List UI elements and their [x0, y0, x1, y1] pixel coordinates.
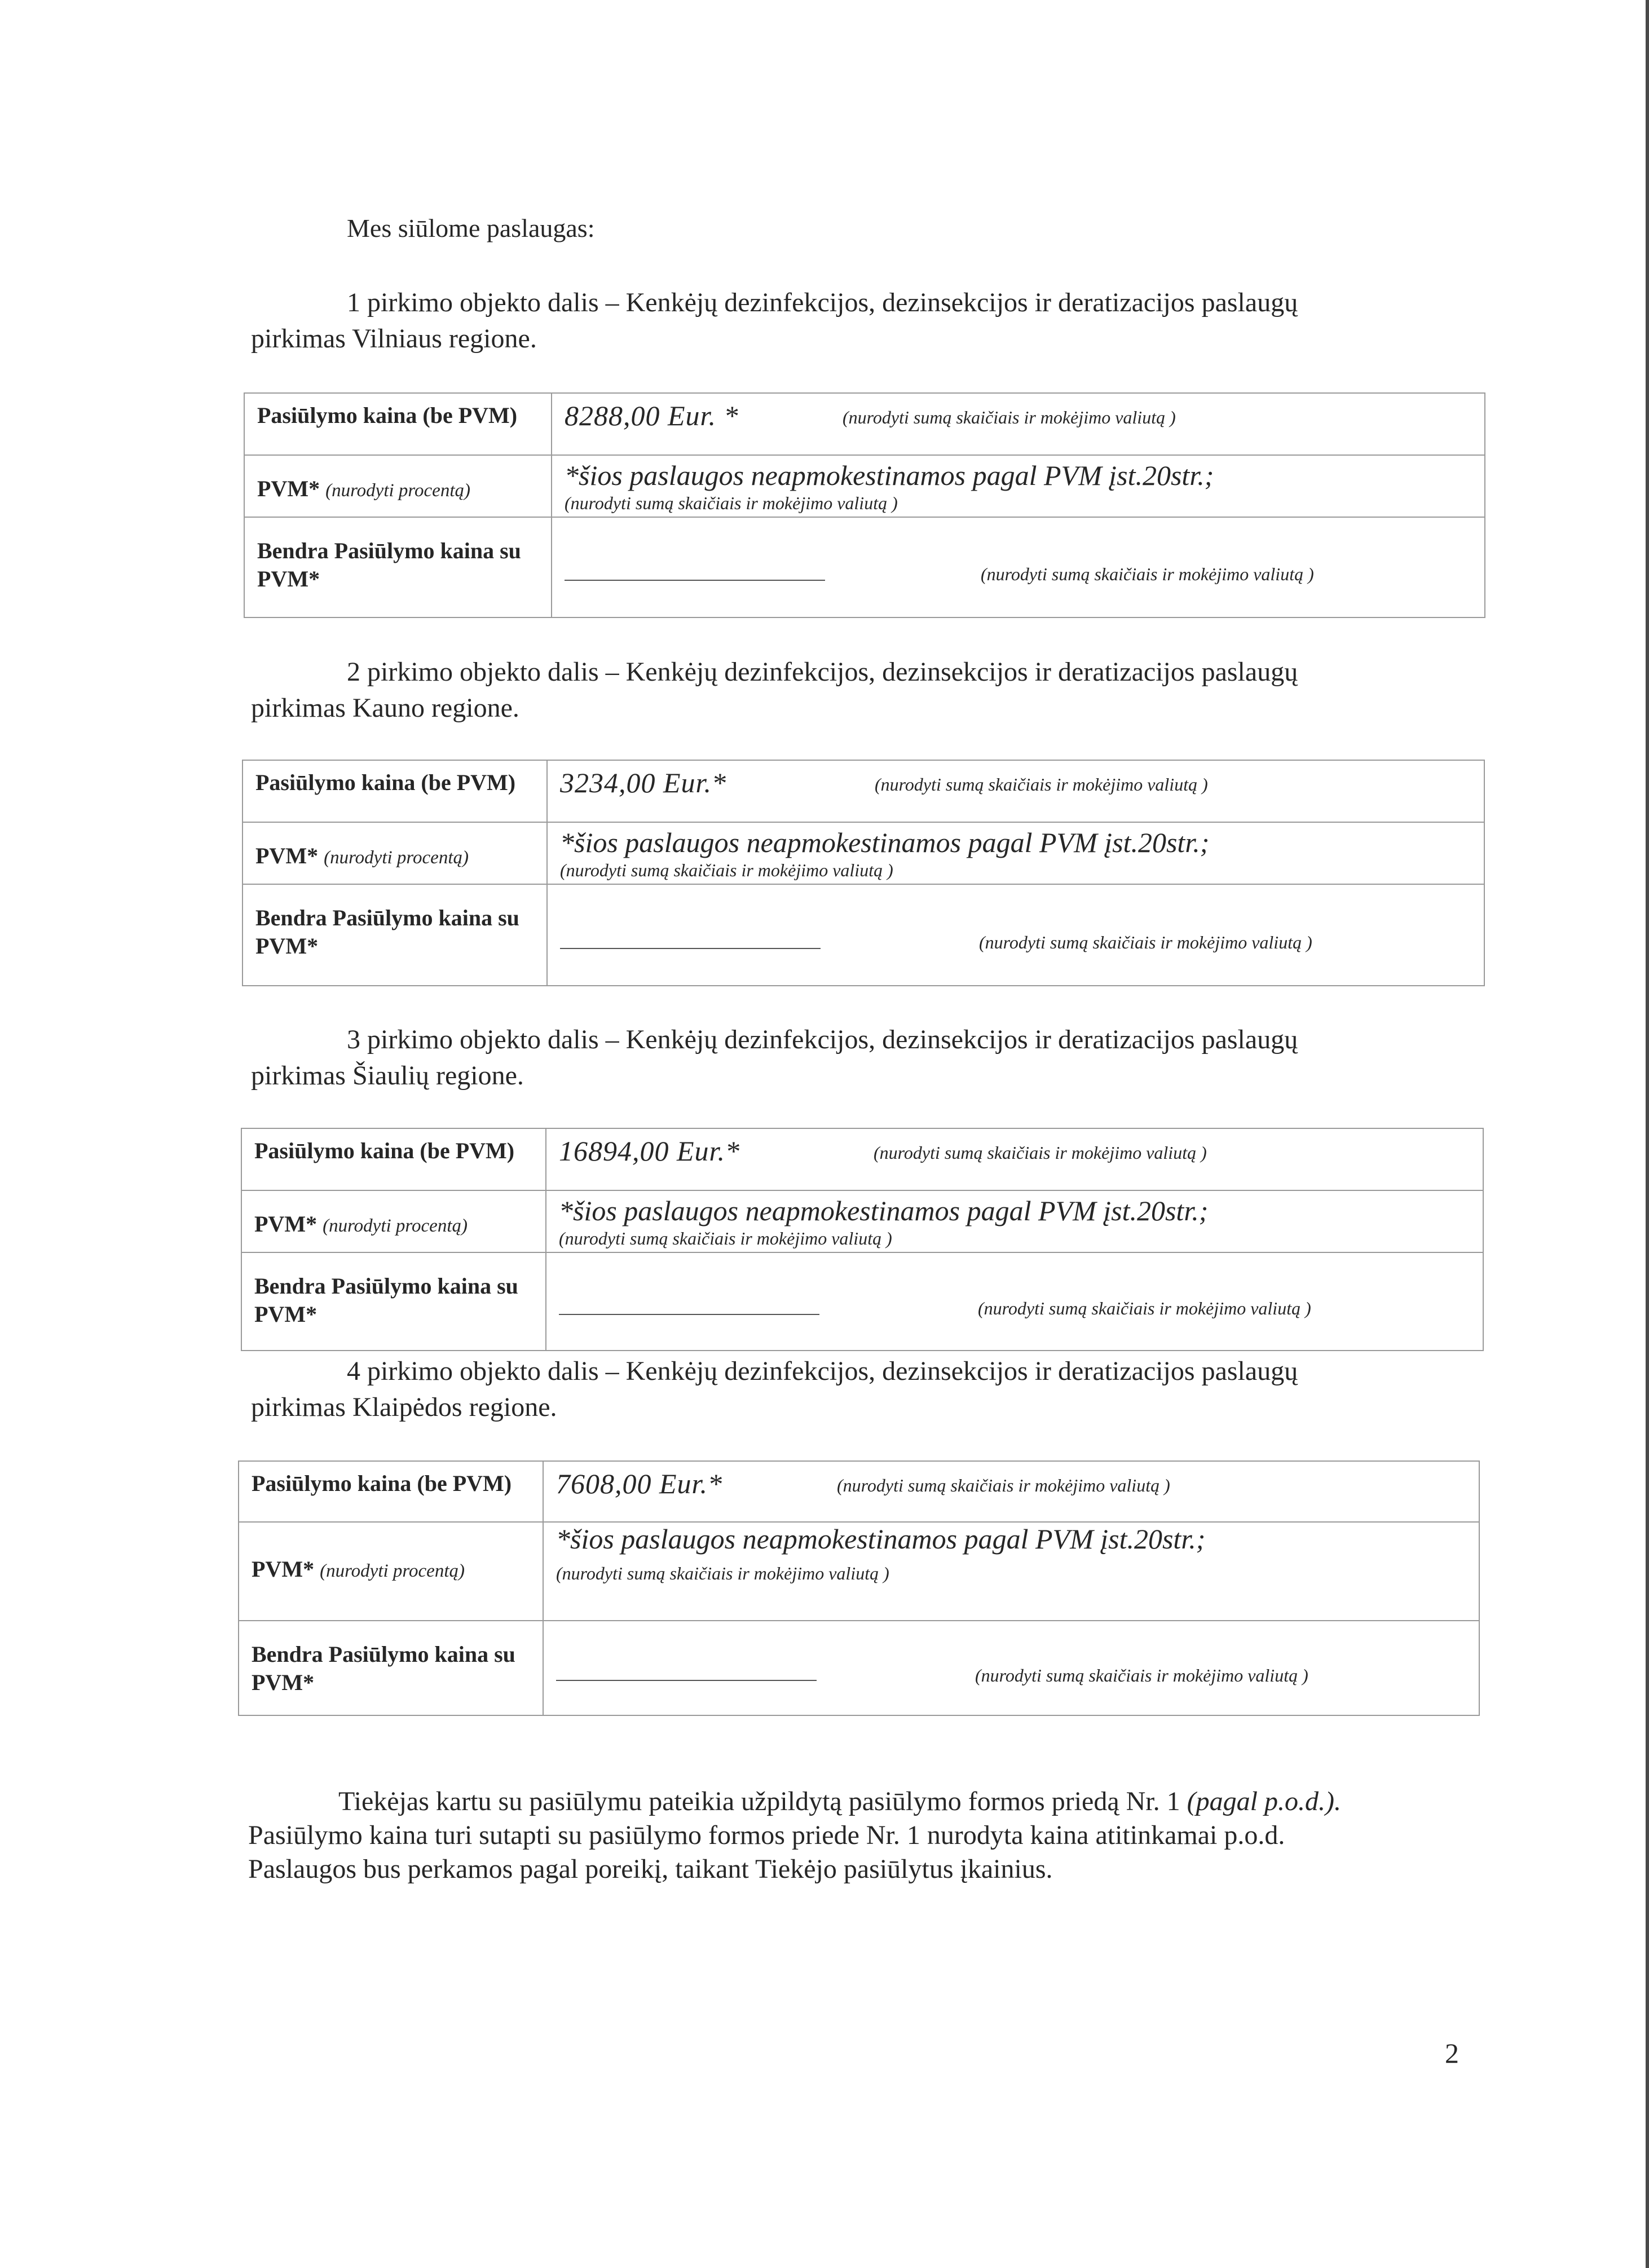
vat-row [241, 1190, 1483, 1252]
vat-exempt-text: *šios paslaugos neapmokestinamos pagal PVM įst.20str.; [565, 460, 1214, 491]
total-blank-line [565, 580, 825, 581]
total-label: Bendra Pasiūlymo kaina su PVM* [244, 517, 552, 617]
vat-hint: (nurodyti sumą skaičiais ir mokėjimo valiutą ) [565, 493, 898, 513]
price-row [239, 1461, 1479, 1522]
lot-1-heading: 1 pirkimo objekto dalis – Kenkėjų dezinfekcijos, dezinsekcijos ir deratizacijos paslaugų pirkimas Vilniaus regione. [251, 288, 1298, 354]
lot-2-table [242, 760, 1485, 986]
total-hint: (nurodyti sumą skaičiais ir mokėjimo valiutą ) [978, 1298, 1311, 1318]
closing-paragraph: Tiekėjas kartu su pasiūlymu pateikia užpildytą pasiūlymo formos priedą Nr. 1 (pagal p.o.d.). Pasiūlymo kaina turi sutapti su pasiūlymo formos priede Nr. 1 nurodyta kaina atitinkamai p.o.d. Paslaugos bus perkamos pagal poreikį, taikant Tiekėjo pasiūlytus įkainius. [248, 1786, 1341, 1884]
total-hint: (nurodyti sumą skaičiais ir mokėjimo valiutą ) [975, 1665, 1308, 1685]
intro-text: Mes siūlome paslaugas: [347, 214, 595, 242]
lot-3-table [241, 1128, 1484, 1351]
total-hint: (nurodyti sumą skaičiais ir mokėjimo valiutą ) [979, 932, 1312, 952]
total-blank-line [560, 948, 821, 949]
price-value: 7608,00 Eur.* [556, 1468, 722, 1499]
price-row [241, 1128, 1483, 1190]
price-hint: (nurodyti sumą skaičiais ir mokėjimo valiutą ) [837, 1475, 1170, 1495]
vat-hint: (nurodyti sumą skaičiais ir mokėjimo valiutą ) [560, 860, 893, 880]
price-row [244, 393, 1485, 455]
price-hint: (nurodyti sumą skaičiais ir mokėjimo valiutą ) [843, 407, 1176, 427]
price-value: 8288,00 Eur. * [565, 400, 739, 431]
vat-row [239, 1522, 1479, 1621]
vat-exempt-text: *šios paslaugos neapmokestinamos pagal PVM įst.20str.; [559, 1195, 1209, 1226]
total-label: Bendra Pasiūlymo kaina su PVM* [239, 1621, 543, 1715]
vat-hint: (nurodyti sumą skaičiais ir mokėjimo valiutą ) [556, 1563, 889, 1583]
price-hint: (nurodyti sumą skaičiais ir mokėjimo valiutą ) [875, 774, 1208, 795]
vat-exempt-text: *šios paslaugos neapmokestinamos pagal PVM įst.20str.; [556, 1523, 1206, 1555]
price-label: Pasiūlymo kaina (be PVM) [239, 1461, 543, 1522]
total-blank-line [559, 1314, 819, 1315]
price-value: 3234,00 Eur.* [560, 767, 726, 798]
lot-3-heading: 3 pirkimo objekto dalis – Kenkėjų dezinfekcijos, dezinsekcijos ir deratizacijos paslaugų pirkimas Šiaulių regione. [251, 1025, 1298, 1091]
price-value: 16894,00 Eur.* [559, 1135, 740, 1167]
price-row [242, 760, 1484, 822]
page-edge [1646, 0, 1649, 2268]
lot-1-table [244, 392, 1485, 618]
price-hint: (nurodyti sumą skaičiais ir mokėjimo valiutą ) [874, 1142, 1207, 1163]
vat-label: PVM* (nurodyti procentą) [244, 455, 552, 517]
total-label: Bendra Pasiūlymo kaina su PVM* [241, 1252, 546, 1351]
price-label: Pasiūlymo kaina (be PVM) [242, 760, 547, 822]
vat-hint: (nurodyti sumą skaičiais ir mokėjimo valiutą ) [559, 1228, 892, 1248]
total-row [244, 517, 1485, 617]
page-number: 2 [1445, 2037, 1459, 2069]
lot-4-heading: 4 pirkimo objekto dalis – Kenkėjų dezinfekcijos, dezinsekcijos ir deratizacijos paslaugų pirkimas Klaipėdos regione. [251, 1356, 1298, 1422]
total-row [241, 1252, 1483, 1351]
vat-label: PVM* (nurodyti procentą) [242, 822, 547, 884]
total-row [242, 884, 1484, 986]
vat-label: PVM* (nurodyti procentą) [239, 1522, 543, 1621]
price-label: Pasiūlymo kaina (be PVM) [244, 393, 552, 455]
vat-exempt-text: *šios paslaugos neapmokestinamos pagal PVM įst.20str.; [560, 827, 1210, 858]
lot-2-heading: 2 pirkimo objekto dalis – Kenkėjų dezinfekcijos, dezinsekcijos ir deratizacijos paslaugų pirkimas Kauno regione. [251, 657, 1298, 723]
lot-4-table [238, 1460, 1480, 1716]
total-blank-line [556, 1680, 817, 1681]
vat-row [242, 822, 1484, 884]
price-label: Pasiūlymo kaina (be PVM) [241, 1128, 546, 1190]
total-row [239, 1621, 1479, 1715]
total-label: Bendra Pasiūlymo kaina su PVM* [242, 884, 547, 986]
total-hint: (nurodyti sumą skaičiais ir mokėjimo valiutą ) [981, 564, 1314, 584]
vat-label: PVM* (nurodyti procentą) [241, 1190, 546, 1252]
vat-row [244, 455, 1485, 517]
